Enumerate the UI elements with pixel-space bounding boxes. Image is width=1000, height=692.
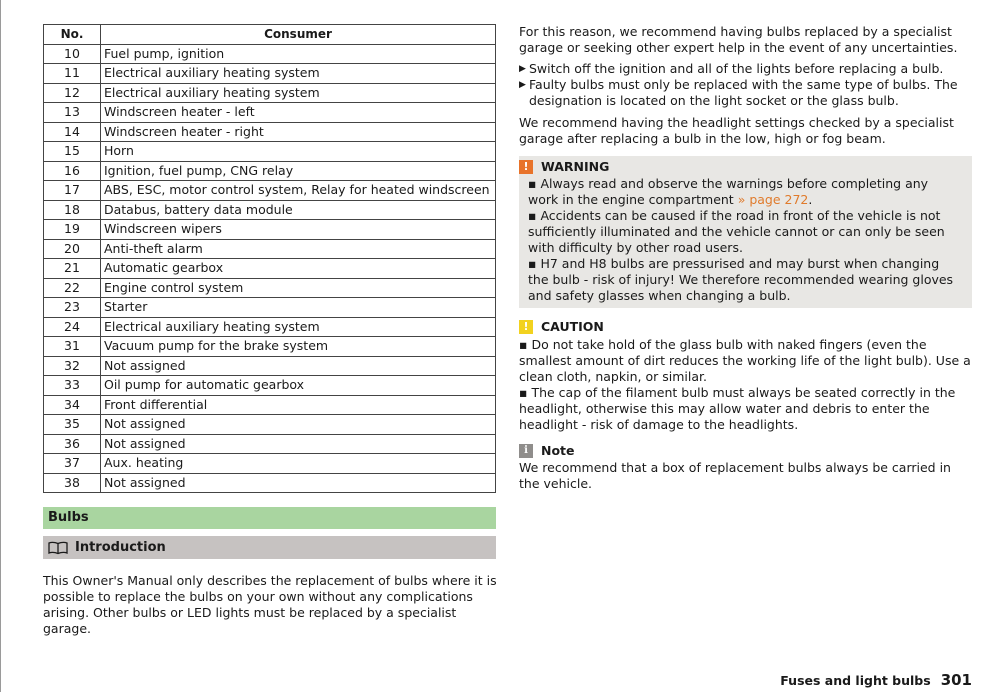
- table-row: [44, 181, 496, 201]
- caution-icon: !: [519, 320, 533, 334]
- consumer-cell: Starter: [101, 298, 496, 318]
- warning-item: ▪ H7 and H8 bulbs are pressurised and may burst when changing the bulb - risk of injury! We therefore recommended wearing gloves and safety glasses when changing a bulb.: [528, 256, 954, 303]
- fuse-number-cell: 12: [44, 83, 101, 103]
- caution-item-text: The cap of the filament bulb must always be seated correctly in the headlight, otherwise this may allow water and debris to enter the headlight - risk of damage to the headlights.: [519, 385, 956, 432]
- consumer-cell: Horn: [101, 142, 496, 162]
- header-no: No.: [44, 25, 101, 45]
- header-consumer: Consumer: [101, 25, 496, 45]
- table-row: [44, 83, 496, 103]
- fuse-number-cell: 16: [44, 161, 101, 181]
- page-edge: [0, 0, 1, 692]
- fuse-number-cell: 19: [44, 220, 101, 240]
- fuse-number-cell: 10: [44, 44, 101, 64]
- introduction-text: This Owner's Manual only describes the replacement of bulbs where it is possible to replace the bulbs on your own without any complications arising. Other bulbs or LED lights must be replaced by a specialist garage.: [43, 573, 497, 636]
- footer-section-title: Fuses and light bulbs: [780, 673, 931, 688]
- warning-title: WARNING: [541, 159, 610, 174]
- consumer-cell: Windscreen heater - left: [101, 103, 496, 123]
- consumer-cell: Windscreen heater - right: [101, 122, 496, 142]
- caution-heading: [519, 318, 604, 336]
- consumer-cell: Fuel pump, ignition: [101, 44, 496, 64]
- arrow-right-icon: ▶: [519, 80, 526, 90]
- table-row: [44, 122, 496, 142]
- table-row: [44, 454, 496, 474]
- warning-item: ▪ Accidents can be caused if the road in front of the vehicle is not sufficiently illuminated and the vehicle cannot or can only be seen with difficulty by other road users.: [528, 208, 945, 255]
- caution-item: ▪ The cap of the filament bulb must always be seated correctly in the headlight, otherwise this may allow water and debris to enter the headlight - risk of damage to the headlights.: [519, 385, 956, 432]
- table-row: [44, 142, 496, 162]
- fuse-number-cell: 23: [44, 298, 101, 318]
- note-text: We recommend that a box of replacement bulbs always be carried in the vehicle.: [519, 460, 951, 491]
- fuse-number-cell: 33: [44, 376, 101, 396]
- warning-icon: !: [519, 160, 533, 174]
- caution-item-text: Do not take hold of the glass bulb with naked fingers (even the smallest amount of dirt reduces the working life of the light bulb). Use a clean cloth, napkin, or similar.: [519, 337, 971, 384]
- fuse-table-body: [44, 44, 496, 493]
- consumer-cell: Not assigned: [101, 356, 496, 376]
- caution-body: [519, 337, 972, 433]
- fuse-number-cell: 34: [44, 395, 101, 415]
- steps-list: [519, 61, 972, 109]
- fuse-number-cell: 17: [44, 181, 101, 201]
- page-number: 301: [940, 671, 972, 689]
- fuse-number-cell: 18: [44, 200, 101, 220]
- table-row: [44, 298, 496, 318]
- reason-paragraph: For this reason, we recommend having bulbs replaced by a specialist garage or seeking other expert help in the event of any uncertainties.: [519, 24, 958, 55]
- consumer-cell: Oil pump for automatic gearbox: [101, 376, 496, 396]
- info-icon: i: [519, 444, 533, 458]
- table-row: [44, 473, 496, 493]
- arrow-right-icon: ▶: [519, 64, 526, 74]
- consumer-cell: Not assigned: [101, 473, 496, 493]
- table-header-row: [44, 25, 496, 45]
- consumer-cell: Automatic gearbox: [101, 259, 496, 279]
- fuse-number-cell: 36: [44, 434, 101, 454]
- consumer-cell: Electrical auxiliary heating system: [101, 83, 496, 103]
- list-item: [519, 61, 972, 77]
- table-row: [44, 200, 496, 220]
- step-text: Faulty bulbs must only be replaced with the same type of bulbs. The designation is located on the light socket or the glass bulb.: [529, 77, 958, 108]
- caution-title: CAUTION: [541, 319, 604, 334]
- table-row: [44, 161, 496, 181]
- table-row: [44, 434, 496, 454]
- table-row: [44, 44, 496, 64]
- page-footer: [780, 671, 972, 689]
- consumer-cell: Windscreen wipers: [101, 220, 496, 240]
- consumer-cell: Vacuum pump for the brake system: [101, 337, 496, 357]
- introduction-heading: [43, 536, 496, 559]
- list-item: [519, 77, 972, 109]
- warning-box: [519, 156, 972, 308]
- table-row: [44, 376, 496, 396]
- fuse-number-cell: 15: [44, 142, 101, 162]
- recommend-paragraph: We recommend having the headlight settings checked by a specialist garage after replacing a bulb in the low, high or fog beam.: [519, 115, 954, 146]
- warning-item-text: Always read and observe the warnings before completing any work in the engine compartment: [528, 176, 929, 207]
- fuse-number-cell: 38: [44, 473, 101, 493]
- fuse-number-cell: 21: [44, 259, 101, 279]
- table-row: [44, 239, 496, 259]
- table-row: [44, 317, 496, 337]
- consumer-cell: Not assigned: [101, 415, 496, 435]
- fuse-number-cell: 20: [44, 239, 101, 259]
- table-row: [44, 415, 496, 435]
- bulbs-section-heading: Bulbs: [43, 507, 496, 529]
- consumer-cell: Electrical auxiliary heating system: [101, 64, 496, 84]
- fuse-number-cell: 32: [44, 356, 101, 376]
- step-text: Switch off the ignition and all of the lights before replacing a bulb.: [529, 61, 944, 76]
- fuse-number-cell: 31: [44, 337, 101, 357]
- consumer-cell: Not assigned: [101, 434, 496, 454]
- table-row: [44, 103, 496, 123]
- table-row: [44, 337, 496, 357]
- warning-item: ▪ Always read and observe the warnings before completing any work in the engine compartment » page 272.: [528, 176, 929, 207]
- fuse-number-cell: 24: [44, 317, 101, 337]
- table-row: [44, 259, 496, 279]
- table-row: [44, 395, 496, 415]
- fuse-number-cell: 35: [44, 415, 101, 435]
- fuse-number-cell: 37: [44, 454, 101, 474]
- warning-heading: [519, 158, 962, 176]
- table-row: [44, 356, 496, 376]
- consumer-cell: Databus, battery data module: [101, 200, 496, 220]
- consumer-cell: Aux. heating: [101, 454, 496, 474]
- introduction-label: Introduction: [75, 540, 166, 555]
- fuse-table: [43, 24, 496, 493]
- consumer-cell: Front differential: [101, 395, 496, 415]
- book-icon: [48, 541, 68, 555]
- fuse-number-cell: 11: [44, 64, 101, 84]
- warning-body: [519, 176, 962, 304]
- table-row: [44, 278, 496, 298]
- fuse-number-cell: 22: [44, 278, 101, 298]
- note-title: Note: [541, 443, 575, 458]
- table-row: [44, 64, 496, 84]
- consumer-cell: Ignition, fuel pump, CNG relay: [101, 161, 496, 181]
- consumer-cell: Anti-theft alarm: [101, 239, 496, 259]
- warning-item-text: H7 and H8 bulbs are pressurised and may burst when changing the bulb - risk of injury! We therefore recommended wearing gloves and safety glasses when changing a bulb.: [528, 256, 954, 303]
- fuse-number-cell: 13: [44, 103, 101, 123]
- consumer-cell: Electrical auxiliary heating system: [101, 317, 496, 337]
- consumer-cell: ABS, ESC, motor control system, Relay for heated windscreen: [101, 181, 496, 201]
- table-row: [44, 220, 496, 240]
- note-heading: [519, 442, 575, 460]
- fuse-number-cell: 14: [44, 122, 101, 142]
- page-reference-link[interactable]: » page 272: [737, 192, 809, 207]
- consumer-cell: Engine control system: [101, 278, 496, 298]
- caution-item: ▪ Do not take hold of the glass bulb with naked fingers (even the smallest amount of dirt reduces the working life of the light bulb). Use a clean cloth, napkin, or similar.: [519, 337, 971, 384]
- warning-item-text: Accidents can be caused if the road in front of the vehicle is not sufficiently illuminated and the vehicle cannot or can only be seen with difficulty by other road users.: [528, 208, 945, 255]
